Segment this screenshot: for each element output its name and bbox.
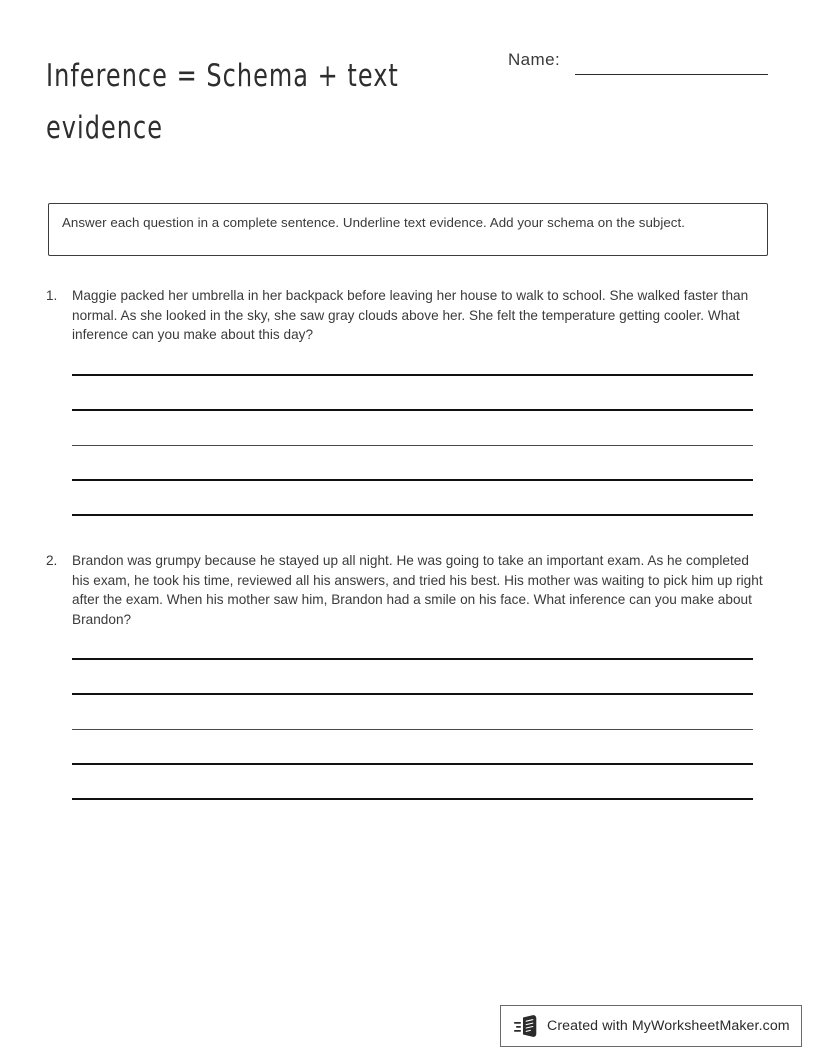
question-1-text: Maggie packed her umbrella in her backpack before leaving her house to walk to school. She walked faster than normal. As she looked in the sky, she saw gray clouds above her. She felt the temperature getting cooler. What inference can you make about this day?	[72, 288, 749, 342]
question-1-answer-lines	[72, 341, 753, 516]
answer-line[interactable]	[72, 376, 753, 411]
instructions-text: Answer each question in a complete sentence. Underline text evidence. Add your schema on the subject.	[62, 215, 685, 230]
instructions-box	[48, 203, 768, 256]
answer-line[interactable]	[72, 695, 753, 730]
created-with-badge[interactable]	[500, 1005, 802, 1047]
question-2	[46, 551, 768, 629]
answer-line[interactable]	[72, 411, 753, 446]
name-field-group	[508, 50, 770, 80]
worksheet-maker-logo-icon	[514, 1014, 540, 1038]
answer-line[interactable]	[72, 446, 753, 481]
answer-line[interactable]	[72, 481, 753, 516]
name-field-label: Name:	[508, 50, 561, 69]
question-2-number: 2.	[46, 553, 58, 568]
answer-line[interactable]	[72, 765, 753, 800]
created-with-label: Created with MyWorksheetMaker.com	[547, 1018, 790, 1034]
answer-line[interactable]	[72, 730, 753, 765]
answer-line[interactable]	[72, 660, 753, 695]
answer-line[interactable]	[72, 625, 753, 660]
question-1	[46, 286, 768, 345]
page-title: Inference = Schema + text evidence	[46, 58, 408, 146]
name-input-line[interactable]	[575, 74, 768, 75]
question-2-answer-lines	[72, 625, 753, 800]
question-1-number: 1.	[46, 288, 58, 303]
question-2-text: Brandon was grumpy because he stayed up all night. He was going to take an important exam. As he completed his exam, he took his time, reviewed all his answers, and tried his best. His mother was waiting to pick him up right after the exam. When his mother saw him, Brandon had a smile on his face. What inference can you make about Brandon?	[72, 553, 763, 627]
answer-line[interactable]	[72, 341, 753, 376]
